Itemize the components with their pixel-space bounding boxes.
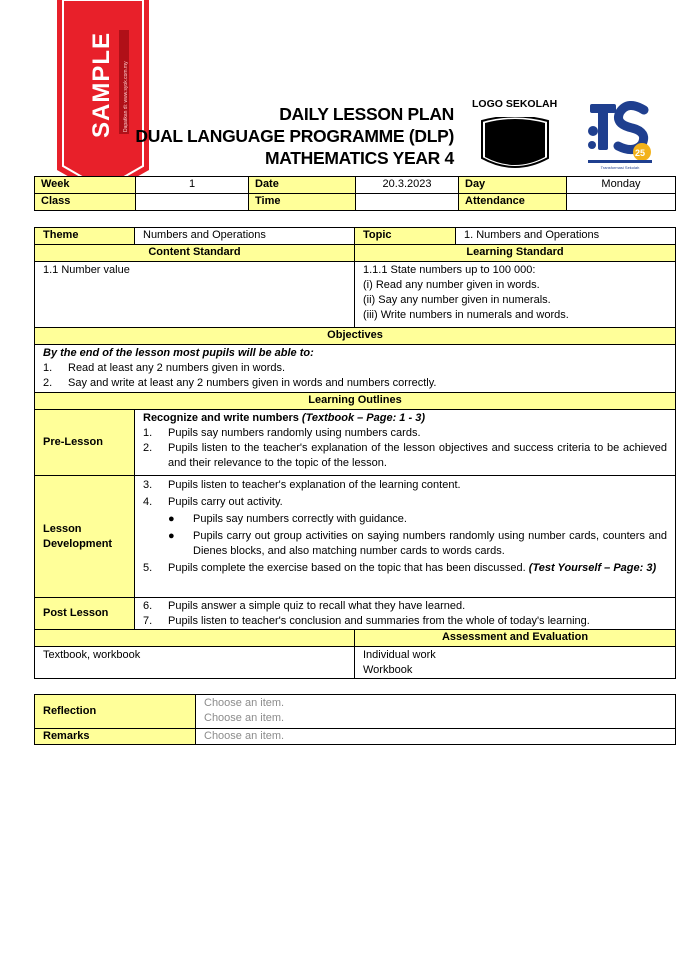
time-value[interactable] bbox=[356, 194, 459, 211]
item-number: 7. bbox=[143, 615, 153, 627]
theme-value[interactable]: Numbers and Operations bbox=[135, 228, 355, 245]
time-label: Time bbox=[249, 194, 356, 211]
class-value[interactable] bbox=[136, 194, 249, 211]
title-line-1: DAILY LESSON PLAN bbox=[279, 104, 454, 124]
reflection-value[interactable] bbox=[196, 695, 676, 729]
lesson-development-label bbox=[35, 476, 135, 598]
reflection-choose-item[interactable]: Choose an item. bbox=[204, 697, 285, 709]
svg-text:25: 25 bbox=[635, 148, 646, 158]
item-number: 3. bbox=[143, 479, 153, 491]
ts-logo-caption: Transformasi Sekolah bbox=[600, 165, 640, 170]
learning-standard-line: (ii) Say any number given in numerals. bbox=[363, 294, 551, 306]
ts25-logo-icon bbox=[584, 98, 656, 172]
lesson-plan-table bbox=[34, 227, 676, 679]
lesson-development-label-line2: Development bbox=[43, 537, 113, 550]
document-title bbox=[135, 103, 454, 169]
post-lesson-body[interactable] bbox=[135, 598, 676, 630]
item-text: Pupils complete the exercise based on the topic that has been discussed. bbox=[168, 562, 529, 574]
pre-lesson-item bbox=[143, 426, 667, 441]
content-standard-text: 1.1 Number value bbox=[43, 264, 130, 276]
post-lesson-label-text: Post Lesson bbox=[43, 607, 109, 619]
item-text: Pupils carry out activity. bbox=[168, 496, 283, 508]
header bbox=[0, 0, 699, 175]
pre-lesson-label bbox=[35, 410, 135, 476]
objectives-intro: By the end of the lesson most pupils will be able to: bbox=[43, 347, 314, 359]
pre-lesson-item bbox=[143, 441, 667, 471]
learning-standard-value[interactable] bbox=[355, 262, 676, 328]
reflection-label: Reflection bbox=[35, 695, 196, 729]
objective-item bbox=[43, 376, 667, 391]
week-label: Week bbox=[35, 177, 136, 194]
week-value[interactable]: 1 bbox=[136, 177, 249, 194]
learning-outlines-label: Learning Outlines bbox=[35, 393, 676, 410]
item-number: 5. bbox=[143, 562, 153, 574]
sample-stamp-small-text: Dapatkan di: www.syok.com.my bbox=[123, 61, 129, 132]
lesson-development-body[interactable] bbox=[135, 476, 676, 598]
objective-number: 2. bbox=[43, 377, 53, 389]
post-lesson-label bbox=[35, 598, 135, 630]
learning-standard-line: (i) Read any number given in words. bbox=[363, 279, 540, 291]
assessment-line: Workbook bbox=[363, 664, 413, 676]
assessment-value[interactable] bbox=[355, 647, 676, 679]
learning-standard-label: Learning Standard bbox=[355, 245, 676, 262]
objectives-body[interactable] bbox=[35, 345, 676, 393]
bullet-text: Pupils carry out group activities on saying numbers randomly using number cards, counters and Dienes blocks, and also matching number cards to words cards. bbox=[193, 530, 667, 557]
item-ref: (Test Yourself – Page: 3) bbox=[528, 562, 657, 574]
attendance-label: Attendance bbox=[459, 194, 567, 211]
development-item bbox=[143, 478, 667, 493]
topic-label: Topic bbox=[355, 228, 456, 245]
resources-value[interactable] bbox=[35, 647, 355, 679]
resources-text: Textbook, workbook bbox=[43, 649, 141, 661]
development-bullet bbox=[143, 529, 667, 559]
development-bullet bbox=[143, 512, 667, 527]
pre-lesson-heading-text: Recognize and write numbers bbox=[143, 412, 302, 424]
bullet-icon: ● bbox=[168, 513, 175, 525]
school-logo-shield-icon bbox=[480, 117, 550, 169]
date-value[interactable]: 20.3.2023 bbox=[356, 177, 459, 194]
item-text: Pupils listen to teacher's conclusion and summaries from the whole of today's learning. bbox=[168, 615, 590, 627]
title-line-2: DUAL LANGUAGE PROGRAMME (DLP) bbox=[135, 126, 454, 146]
lesson-info-table bbox=[34, 176, 676, 211]
reflection-choose-item[interactable]: Choose an item. bbox=[204, 712, 285, 724]
remarks-choose-item[interactable]: Choose an item. bbox=[196, 729, 676, 745]
objective-item bbox=[43, 361, 667, 376]
topic-value[interactable]: 1. Numbers and Operations bbox=[456, 228, 676, 245]
assessment-label: Assessment and Evaluation bbox=[355, 630, 676, 647]
school-logo-label: LOGO SEKOLAH bbox=[472, 98, 558, 110]
post-lesson-item bbox=[143, 614, 667, 629]
assessment-line: Individual work bbox=[363, 649, 436, 661]
item-number: 2. bbox=[143, 442, 153, 454]
bullet-icon: ● bbox=[168, 530, 175, 542]
date-label: Date bbox=[249, 177, 356, 194]
objective-number: 1. bbox=[43, 362, 53, 374]
item-text: Pupils answer a simple quiz to recall what they have learned. bbox=[168, 600, 466, 612]
development-item bbox=[143, 561, 667, 576]
lesson-development-label-line1: Lesson bbox=[43, 522, 82, 535]
pre-lesson-body[interactable] bbox=[135, 410, 676, 476]
theme-label: Theme bbox=[35, 228, 135, 245]
content-standard-label: Content Standard bbox=[35, 245, 355, 262]
attendance-value[interactable] bbox=[567, 194, 676, 211]
learning-standard-line: (iii) Write numbers in numerals and words. bbox=[363, 309, 569, 321]
day-label: Day bbox=[459, 177, 567, 194]
class-label: Class bbox=[35, 194, 136, 211]
item-text: Pupils listen to the teacher's explanation of the lesson objectives and success criteria to be achieved and their relevance to the topic of the lesson. bbox=[168, 442, 667, 469]
reflection-table bbox=[34, 694, 676, 745]
learning-standard-line: 1.1.1 State numbers up to 100 000: bbox=[363, 264, 536, 276]
post-lesson-item bbox=[143, 599, 667, 614]
pre-lesson-heading bbox=[143, 411, 667, 426]
remarks-label: Remarks bbox=[35, 729, 196, 745]
objectives-label: Objectives bbox=[35, 328, 676, 345]
title-line-3: MATHEMATICS YEAR 4 bbox=[264, 148, 454, 168]
item-number: 1. bbox=[143, 427, 153, 439]
sample-stamp-text: SAMPLE bbox=[88, 31, 115, 138]
day-value[interactable]: Monday bbox=[567, 177, 676, 194]
content-standard-value[interactable] bbox=[35, 262, 355, 328]
bullet-text: Pupils say numbers correctly with guidance. bbox=[193, 513, 407, 525]
objective-text: Say and write at least any 2 numbers given in words and numbers correctly. bbox=[68, 377, 437, 389]
item-number: 4. bbox=[143, 496, 153, 508]
item-number: 6. bbox=[143, 600, 153, 612]
development-item bbox=[143, 495, 667, 510]
pre-lesson-label-text: Pre-Lesson bbox=[43, 436, 103, 448]
pre-lesson-heading-ref: (Textbook – Page: 1 - 3) bbox=[301, 412, 425, 424]
item-text: Pupils say numbers randomly using numbers cards. bbox=[168, 427, 421, 439]
resources-label bbox=[35, 630, 355, 647]
item-text: Pupils listen to teacher's explanation of the learning content. bbox=[168, 479, 461, 491]
objective-text: Read at least any 2 numbers given in words. bbox=[68, 362, 286, 374]
